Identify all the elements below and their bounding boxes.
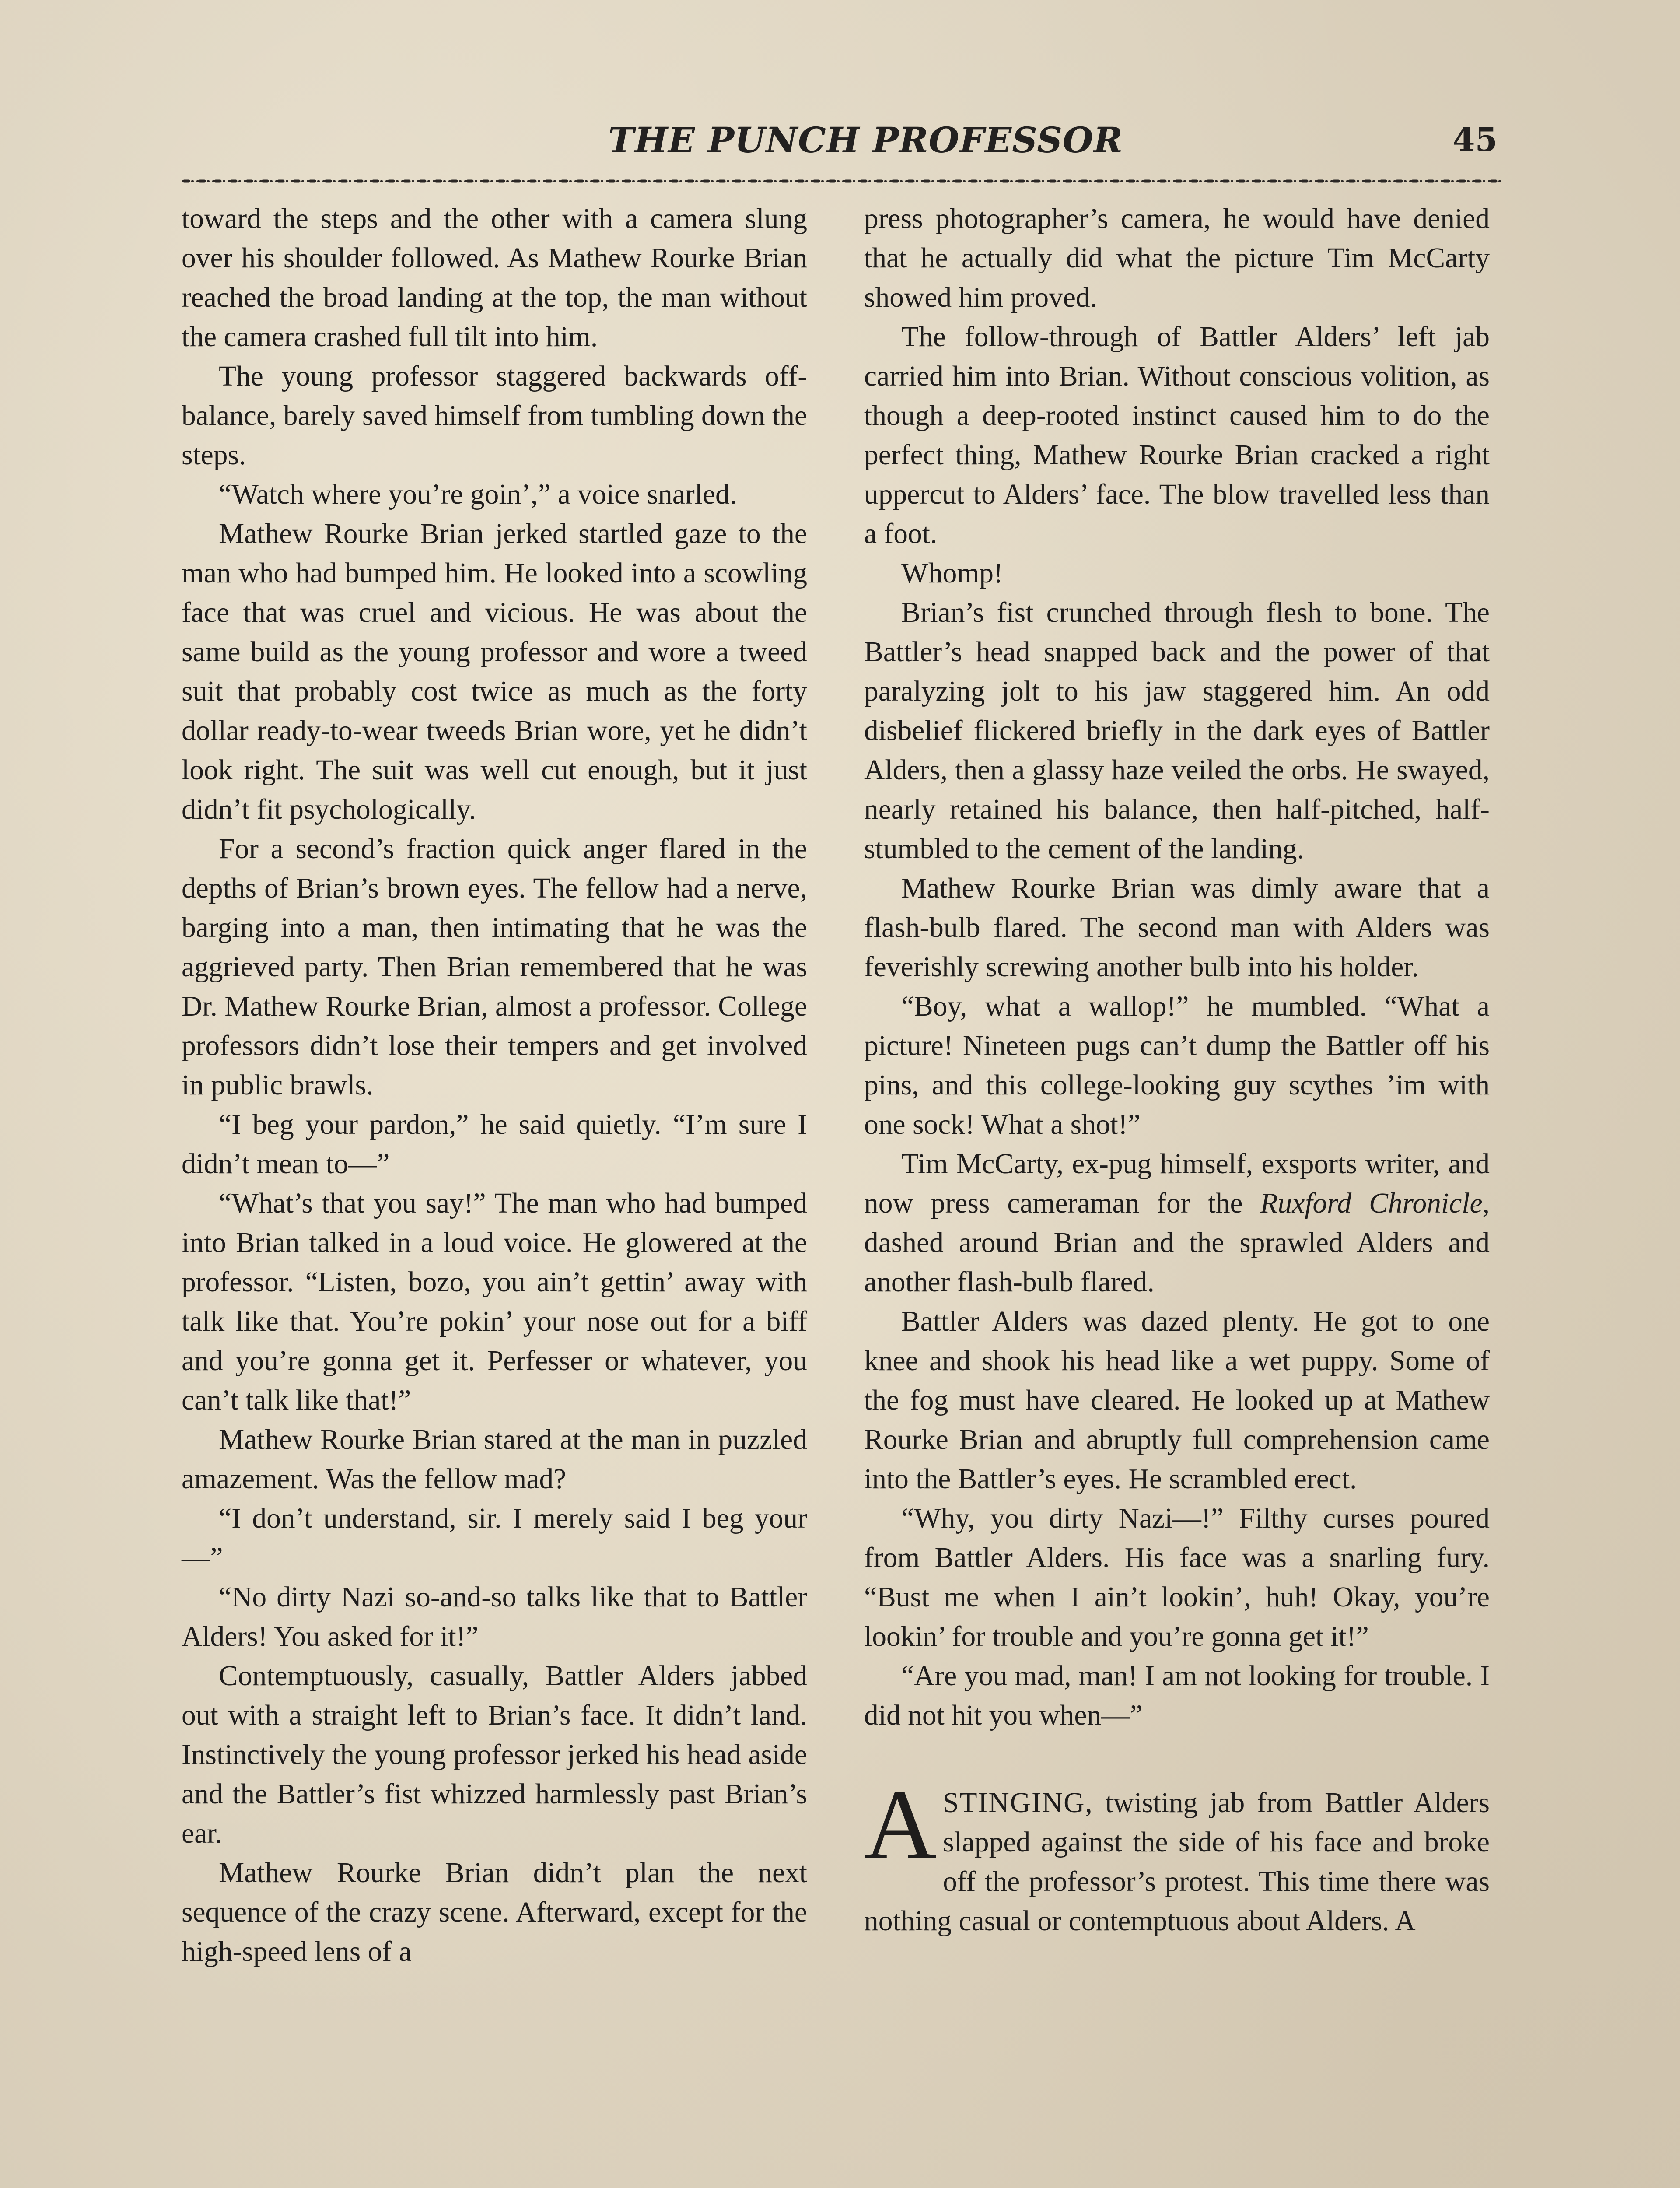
paragraph: Whomp! [901,558,1003,589]
paragraph: “Boy, what a wallop!” he mumbled. “What a picture! Nineteen pugs can’t dump the Battler off his pins, and this college-looking guy scythes ’im with one sock! What a shot!” [864,991,1490,1140]
paragraph: “Are you mad, man! I am not looking for trouble. I did not hit you when—” [864,1660,1490,1731]
paragraph: Brian’s fist crunched through flesh to bone. The Battler’s head snapped back and the power of that paralyzing jolt to his jaw staggered him. An odd disbelief flickered briefly in the dark eyes of Battler Alders, then a glassy haze veiled the orbs. He swayed, nearly retained his balance, then half-pitched, half-stumbled to the cement of the landing. [864,597,1490,865]
paragraph: “Watch where you’re goin’,” a voice snarled. [219,479,737,510]
paragraph: toward the steps and the other with a camera slung over his shoulder followed. As Mathew Rourke Brian reached the broad landing at the top, the man without the camera crashed full tilt into him. [182,203,807,353]
paragraph: “Why, you dirty Nazi—!” Filthy curses poured from Battler Alders. His face was a snarling fury. “Bust me when I ain’t lookin’, huh! Okay, you’re lookin’ for trouble and you’re gonna get it!” [864,1503,1490,1652]
paragraph [864,1144,1490,1302]
right-column [864,199,1490,1941]
paragraph: Mathew Rourke Brian jerked startled gaze to the man who had bumped him. He looked into a scowling face that was cruel and vicious. He was about the same build as the young professor and wore a tweed suit that probably cost twice as much as the forty dollar ready-to-wear tweeds Brian wore, yet he didn’t look right. The suit was well cut enough, but it just didn’t fit psychologically. [182,518,807,825]
paragraph: Contemptuously, casually, Battler Alders jabbed out with a straight left to Brian’s face. It didn’t land. Instinctively the young professor jerked his head aside and the Battler’s fist whizzed harmlessly past Brian’s ear. [182,1660,807,1849]
page-header [0,116,1680,173]
paragraph: “What’s that you say!” The man who had bumped into Brian talked in a loud voice. He glowered at the professor. “Listen, bozo, you ain’t gettin’ away with talk like that. You’re pokin’ your nose out for a biff and you’re gonna get it. Perfesser or whatever, you can’t talk like that!” [182,1188,807,1416]
paragraph: Mathew Rourke Brian didn’t plan the next sequence of the crazy scene. Afterward, except for the high-speed lens of a [182,1857,807,1967]
ornamental-rule [182,177,1503,185]
paragraph: Mathew Rourke Brian was dimly aware that a flash-bulb flared. The second man with Alders was feverishly screwing another bulb into his holder. [864,873,1490,983]
paragraph-text: Tim McCarty, ex-pug himself, exsports writer, and now press cameraman for the [864,1148,1490,1219]
publication-name: Ruxford Chronicle, [1260,1188,1490,1219]
paragraph: The follow-through of Battler Alders’ left jab carried him into Brian. Without conscious volition, as though a deep-rooted instinct caused him to do the perfect thing, Mathew Rourke Brian cracked a right uppercut to Alders’ face. The blow travelled less than a foot. [864,321,1490,550]
paragraph: For a second’s fraction quick anger flared in the depths of Brian’s brown eyes. The fellow had a nerve, barging into a man, then intimating that he was the aggrieved party. Then Brian remembered that he was Dr. Mathew Rourke Brian, almost a professor. College professors didn’t lose their tempers and get involved in public brawls. [182,833,807,1101]
paragraph-text: dashed around Brian and the sprawled Alders and another flash-bulb flared. [864,1227,1490,1298]
paragraph: The young professor staggered backwards off-balance, barely saved himself from tumbling down the steps. [182,361,807,471]
paragraph: “No dirty Nazi so-and-so talks like that to Battler Alders! You asked for it!” [182,1581,807,1652]
paragraph-text: twisting jab from Battler Alders slapped against the side of his face and broke off the professor’s protest. This time there was nothing casual or contemptuous about Alders. A [864,1787,1490,1937]
running-title: THE PUNCH PROFESSOR [608,119,1124,161]
left-column [182,199,807,1971]
drop-cap: A [864,1768,937,1880]
paragraph: “I don’t understand, sir. I merely said I beg your—” [182,1503,807,1574]
page-number: 45 [1452,121,1498,159]
paragraph: “I beg your pardon,” he said quietly. “I’m sure I didn’t mean to—” [182,1109,807,1180]
lead-caps: STINGING, [943,1787,1093,1819]
paragraph [864,1768,1490,1941]
paragraph: Mathew Rourke Brian stared at the man in puzzled amazement. Was the fellow mad? [182,1424,807,1495]
paragraph: press photographer’s camera, he would have denied that he actually did what the picture Tim McCarty showed him proved. [864,203,1490,313]
section-break [864,1735,1490,1783]
paragraph: Battler Alders was dazed plenty. He got to one knee and shook his head like a wet puppy. Some of the fog must have cleared. He looked up at Mathew Rourke Brian and abruptly full comprehension came into the Battler’s eyes. He scrambled erect. [864,1306,1490,1495]
